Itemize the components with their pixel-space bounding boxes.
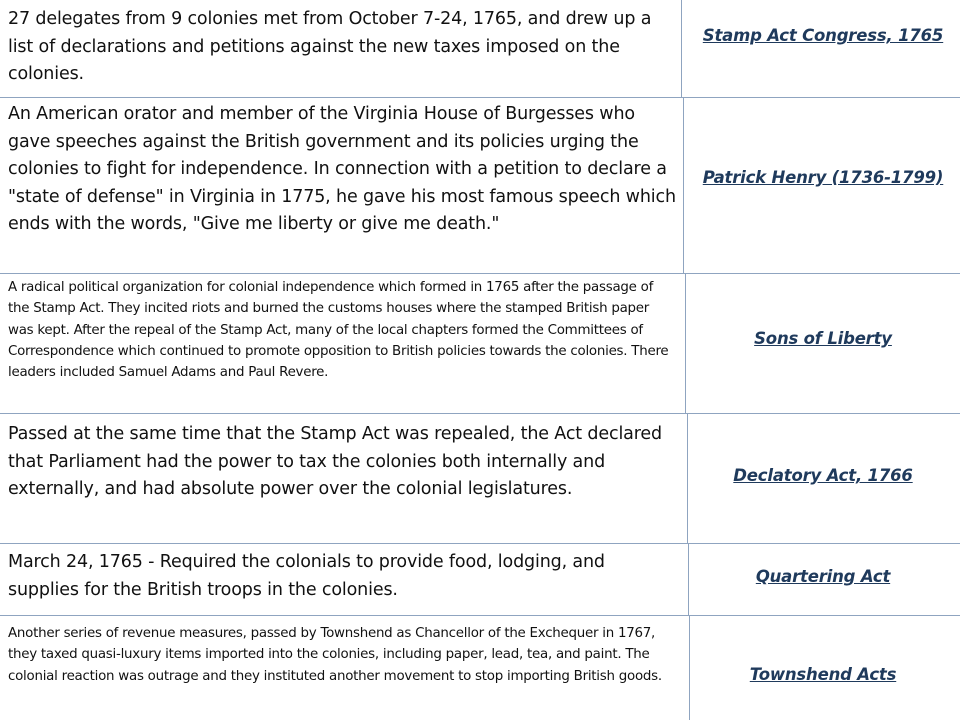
definition-text: A radical political organization for colonial independence which formed in 1765 after the passage of the Stamp Act. They incited riots and burned the customs houses where the stamped British paper was kept. After the repeal of the Stamp Act, many of the local chapters formed the Committees of Correspondence which continued to promote opposition to British policies towards the colonies. There leaders included Samuel Adams and Paul Revere. [8, 280, 669, 381]
term-label: Stamp Act Congress, 1765 [702, 26, 944, 45]
term-label: Patrick Henry (1736-1799) [702, 168, 944, 187]
row-sons-of-liberty [0, 273, 960, 413]
column-divider [688, 543, 689, 615]
definition-text: March 24, 1765 - Required the colonials to provide food, lodging, and supplies for the British troops in the colonies. [8, 552, 605, 600]
term-label: Sons of Liberty [754, 329, 892, 348]
column-divider [685, 273, 686, 413]
row-stamp-act-congress [0, 0, 960, 97]
definition-text: 27 delegates from 9 colonies met from October 7-24, 1765, and drew up a list of declarations and petitions against the new taxes imposed on the colonies. [8, 9, 652, 84]
term-label: Townshend Acts [749, 665, 897, 684]
column-divider [681, 0, 682, 97]
column-divider [689, 615, 690, 720]
definition-text: Passed at the same time that the Stamp Act was repealed, the Act declared that Parliament had the power to tax the colonies both internally and externally, and had absolute power over the colonial legislatures. [8, 424, 662, 499]
row-patrick-henry [0, 97, 960, 273]
definition-text: Another series of revenue measures, passed by Townshend as Chancellor of the Exchequer in 1767, they taxed quasi-luxury items imported into the colonies, including paper, lead, tea, and paint. The colonial reaction was outrage and they instituted another movement to stop importing British goods. [8, 626, 662, 684]
row-townshend-acts [0, 615, 960, 720]
row-declatory-act [0, 413, 960, 543]
term-label: Quartering Act [755, 567, 891, 586]
row-quartering-act [0, 543, 960, 615]
definition-text: An American orator and member of the Virginia House of Burgesses who gave speeches against the British government and its policies urging the colonies to fight for independence. In connection with a petition to declare a "state of defense" in Virginia in 1775, he gave his most famous speech which ends with the words, "Give me liberty or give me death." [8, 104, 676, 234]
column-divider [687, 413, 688, 543]
column-divider [683, 97, 684, 273]
term-label: Declatory Act, 1766 [733, 466, 913, 485]
